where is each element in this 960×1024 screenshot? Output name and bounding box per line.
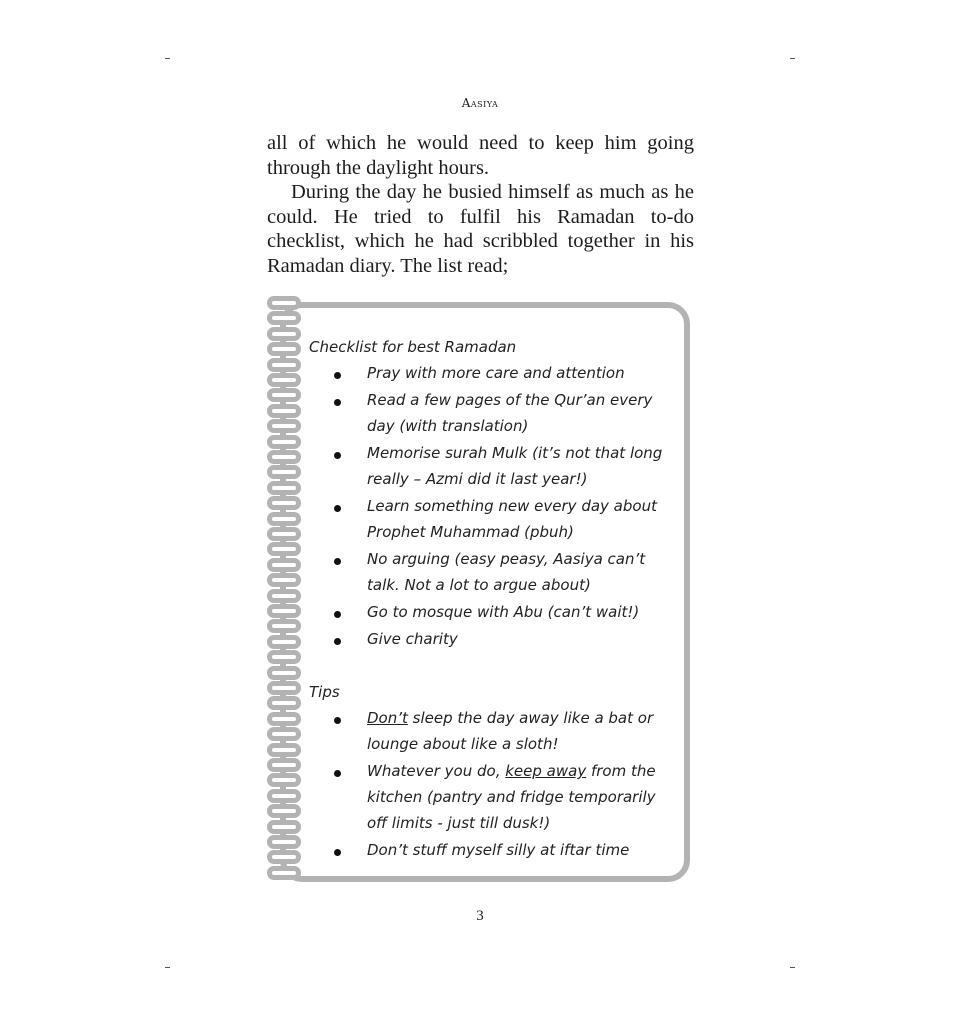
spiral-coil bbox=[267, 804, 301, 818]
crop-mark-top-right bbox=[790, 58, 795, 59]
spiral-coil bbox=[267, 373, 301, 387]
spiral-coil bbox=[267, 450, 301, 464]
checklist-item: Learn something new every day about Prophet Muhammad (pbuh) bbox=[309, 493, 679, 545]
paragraph: all of which he would need to keep him going through the daylight hours. bbox=[267, 132, 694, 179]
spiral-coil bbox=[267, 604, 301, 618]
running-head: Aasiya bbox=[461, 96, 499, 110]
tip-item: Whatever you do, keep away from the kitchen (pantry and fridge temporarily off limits - just till dusk!) bbox=[309, 758, 679, 836]
tip-item: Don’t stuff myself silly at iftar time bbox=[309, 837, 679, 863]
bullet-icon bbox=[334, 558, 341, 565]
bullet-icon bbox=[334, 505, 341, 512]
spiral-coil bbox=[267, 589, 301, 603]
spiral-coil bbox=[267, 388, 301, 402]
spiral-coil bbox=[267, 435, 301, 449]
checklist-item: Memorise surah Mulk (it’s not that long really – Azmi did it last year!) bbox=[309, 440, 679, 492]
spiral-coil bbox=[267, 542, 301, 556]
crop-mark-bottom-left bbox=[165, 967, 170, 968]
spiral-coil bbox=[267, 850, 301, 864]
checklist-item: Go to mosque with Abu (can’t wait!) bbox=[309, 599, 679, 625]
spiral-coil bbox=[267, 311, 301, 325]
bullet-icon bbox=[334, 611, 341, 618]
checklist-item: No arguing (easy peasy, Aasiya can’t talk. Not a lot to argue about) bbox=[309, 546, 679, 598]
notebook-spiral bbox=[267, 296, 307, 888]
spiral-coil bbox=[267, 712, 301, 726]
spiral-coil bbox=[267, 296, 301, 310]
spiral-coil bbox=[267, 558, 301, 572]
checklist-item: Give charity bbox=[309, 626, 679, 652]
spiral-coil bbox=[267, 866, 301, 880]
spiral-coil bbox=[267, 342, 301, 356]
spiral-coil bbox=[267, 419, 301, 433]
spiral-coil bbox=[267, 696, 301, 710]
checklist-item: Pray with more care and attention bbox=[309, 360, 679, 386]
tip-item: Don’t sleep the day away like a bat or lounge about like a sloth! bbox=[309, 705, 679, 757]
spiral-coil bbox=[267, 527, 301, 541]
tips-heading: Tips bbox=[309, 683, 340, 701]
spiral-coil bbox=[267, 650, 301, 664]
spiral-coil bbox=[267, 481, 301, 495]
paragraph: During the day he busied himself as much as he could. He tried to fulfil his Ramadan to-do checklist, which he had scribbled together in his Ramadan diary. The list read; bbox=[267, 181, 694, 277]
bullet-icon bbox=[334, 399, 341, 406]
spiral-coil bbox=[267, 496, 301, 510]
bullet-icon bbox=[334, 638, 341, 645]
checklist-item: Read a few pages of the Qur’an every day (with translation) bbox=[309, 387, 679, 439]
checklist-heading: Checklist for best Ramadan bbox=[309, 338, 517, 356]
spiral-coil bbox=[267, 358, 301, 372]
spiral-coil bbox=[267, 404, 301, 418]
spiral-coil bbox=[267, 666, 301, 680]
tips-list bbox=[309, 705, 679, 863]
notebook-note bbox=[309, 334, 679, 864]
crop-mark-bottom-right bbox=[790, 967, 795, 968]
spiral-coil bbox=[267, 512, 301, 526]
spiral-coil bbox=[267, 327, 301, 341]
bullet-icon bbox=[334, 452, 341, 459]
spiral-coil bbox=[267, 727, 301, 741]
spiral-coil bbox=[267, 681, 301, 695]
spiral-coil bbox=[267, 789, 301, 803]
crop-mark-top-left bbox=[165, 58, 170, 59]
spiral-coil bbox=[267, 573, 301, 587]
spiral-coil bbox=[267, 820, 301, 834]
bullet-icon bbox=[334, 717, 341, 724]
checklist bbox=[309, 360, 679, 652]
spiral-coil bbox=[267, 619, 301, 633]
spiral-coil bbox=[267, 635, 301, 649]
page-number: 3 bbox=[476, 908, 484, 924]
spiral-coil bbox=[267, 835, 301, 849]
bullet-icon bbox=[334, 770, 341, 777]
spiral-coil bbox=[267, 773, 301, 787]
spiral-coil bbox=[267, 758, 301, 772]
spiral-coil bbox=[267, 743, 301, 757]
spiral-coil bbox=[267, 465, 301, 479]
bullet-icon bbox=[334, 849, 341, 856]
bullet-icon bbox=[334, 372, 341, 379]
body-text bbox=[267, 131, 694, 278]
